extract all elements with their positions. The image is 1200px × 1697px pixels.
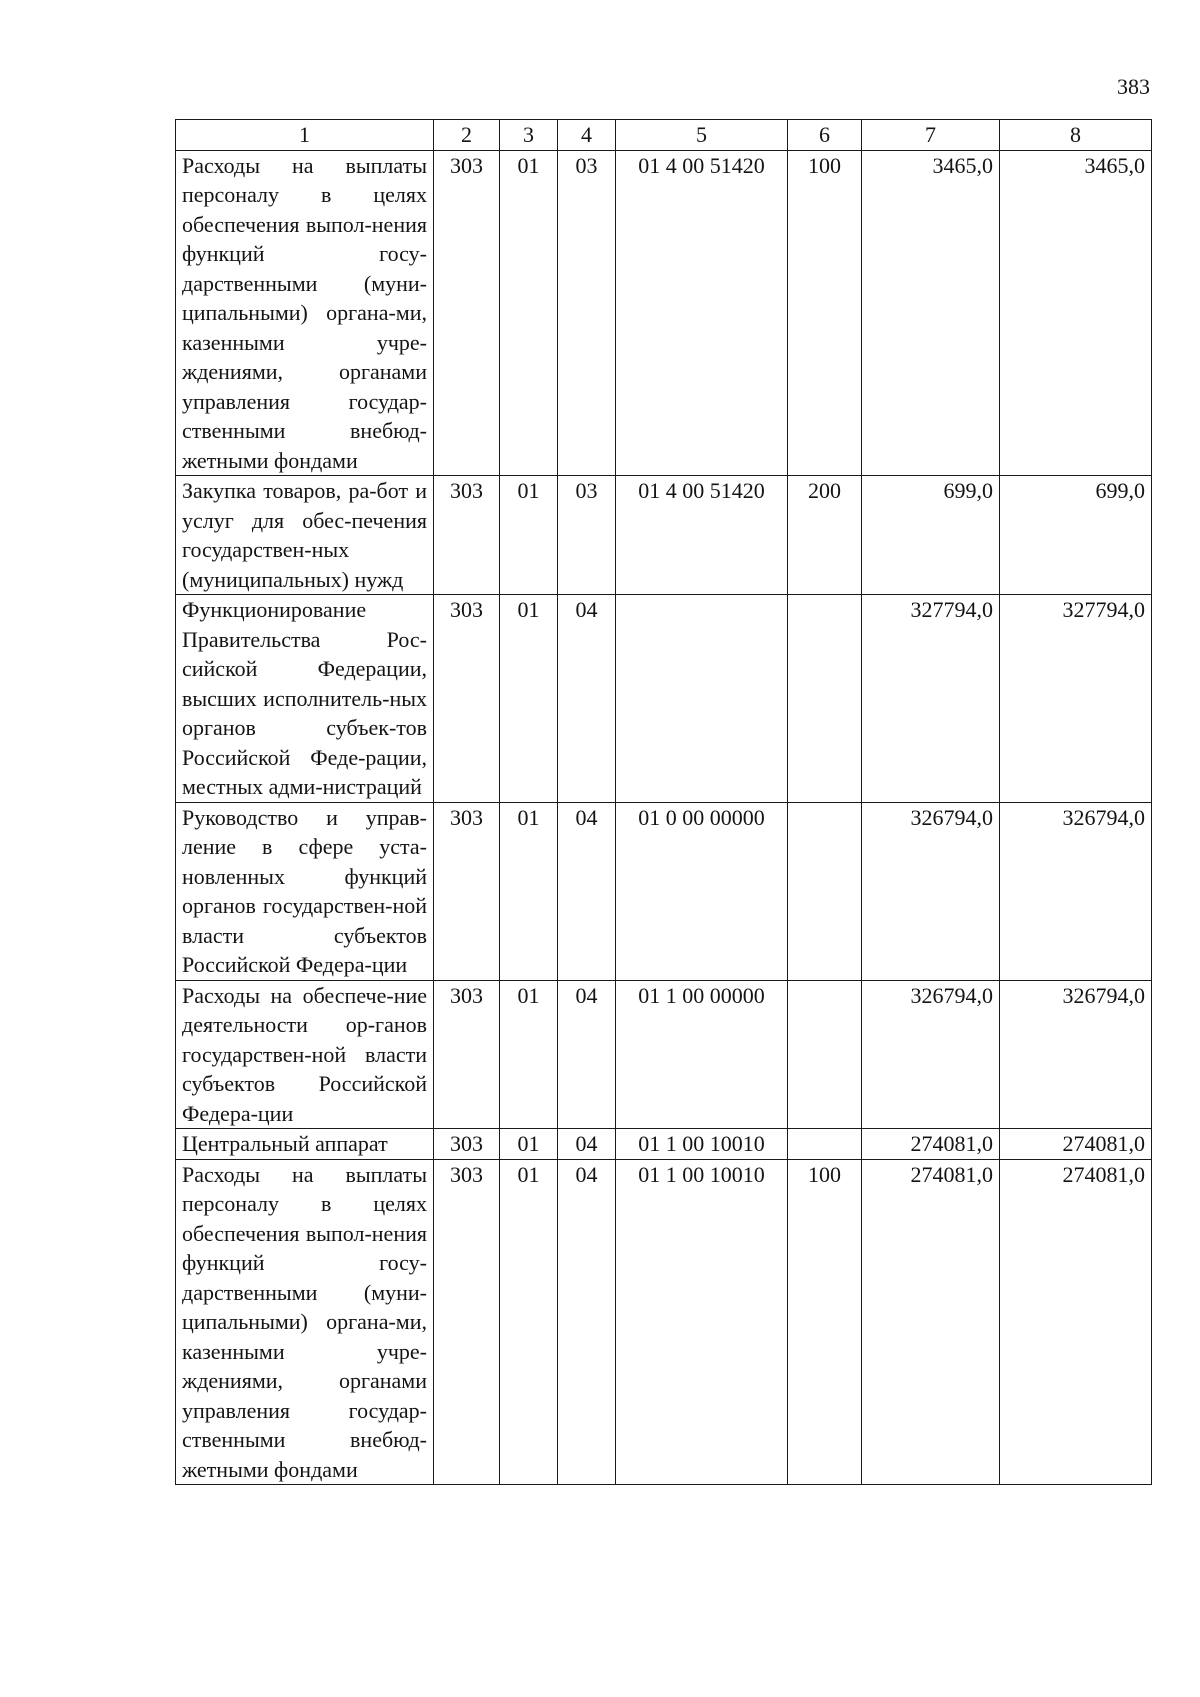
column-header: 6 bbox=[788, 120, 862, 151]
ministry-code-cell: 303 bbox=[434, 802, 500, 980]
column-header: 8 bbox=[1000, 120, 1152, 151]
subsection-code-cell: 04 bbox=[558, 1129, 616, 1160]
column-header: 7 bbox=[862, 120, 1000, 151]
target-article-cell: 01 4 00 51420 bbox=[616, 150, 788, 476]
table-row bbox=[176, 595, 1152, 803]
subsection-code-cell: 04 bbox=[558, 980, 616, 1129]
amount-cell: 699,0 bbox=[862, 476, 1000, 595]
amount-cell: 274081,0 bbox=[862, 1159, 1000, 1485]
target-article-cell: 01 0 00 00000 bbox=[616, 802, 788, 980]
expense-type-cell bbox=[788, 802, 862, 980]
table-row bbox=[176, 1129, 1152, 1160]
subsection-code-cell: 04 bbox=[558, 802, 616, 980]
table-row bbox=[176, 980, 1152, 1129]
amount-cell: 274081,0 bbox=[1000, 1129, 1152, 1160]
table-body bbox=[176, 150, 1152, 1485]
ministry-code-cell: 303 bbox=[434, 150, 500, 476]
target-article-cell bbox=[616, 595, 788, 803]
expense-name-cell: Закупка товаров, ра-бот и услуг для обес-печения государствен-ных (муниципальных) нужд bbox=[176, 476, 434, 595]
amount-cell: 327794,0 bbox=[862, 595, 1000, 803]
expense-type-cell bbox=[788, 1129, 862, 1160]
amount-cell: 274081,0 bbox=[862, 1129, 1000, 1160]
section-code-cell: 01 bbox=[500, 150, 558, 476]
table-header bbox=[176, 120, 1152, 151]
page-number: 383 bbox=[1117, 74, 1150, 99]
table-row bbox=[176, 802, 1152, 980]
expense-name-cell: Расходы на выплаты персоналу в целях обеспечения выпол-нения функций госу-дарственными (муни-ципальными) органа-ми, казенными учре-ждениями, органами управления государ-ственными внебюд-жетными фондами bbox=[176, 1159, 434, 1485]
subsection-code-cell: 03 bbox=[558, 150, 616, 476]
expense-type-cell: 100 bbox=[788, 150, 862, 476]
amount-cell: 326794,0 bbox=[1000, 802, 1152, 980]
amount-cell: 327794,0 bbox=[1000, 595, 1152, 803]
ministry-code-cell: 303 bbox=[434, 476, 500, 595]
ministry-code-cell: 303 bbox=[434, 980, 500, 1129]
section-code-cell: 01 bbox=[500, 980, 558, 1129]
target-article-cell: 01 4 00 51420 bbox=[616, 476, 788, 595]
target-article-cell: 01 1 00 10010 bbox=[616, 1129, 788, 1160]
subsection-code-cell: 04 bbox=[558, 595, 616, 803]
ministry-code-cell: 303 bbox=[434, 1159, 500, 1485]
amount-cell: 326794,0 bbox=[862, 980, 1000, 1129]
budget-table bbox=[175, 119, 1152, 1485]
amount-cell: 699,0 bbox=[1000, 476, 1152, 595]
amount-cell: 326794,0 bbox=[1000, 980, 1152, 1129]
section-code-cell: 01 bbox=[500, 1159, 558, 1485]
expense-type-cell bbox=[788, 980, 862, 1129]
subsection-code-cell: 04 bbox=[558, 1159, 616, 1485]
table-row bbox=[176, 150, 1152, 476]
amount-cell: 326794,0 bbox=[862, 802, 1000, 980]
table-row bbox=[176, 476, 1152, 595]
expense-name-cell: Расходы на выплаты персоналу в целях обеспечения выпол-нения функций госу-дарственными (муни-ципальными) органа-ми, казенными учре-ждениями, органами управления государ-ственными внебюд-жетными фондами bbox=[176, 150, 434, 476]
amount-cell: 3465,0 bbox=[862, 150, 1000, 476]
header-row bbox=[176, 120, 1152, 151]
amount-cell: 3465,0 bbox=[1000, 150, 1152, 476]
expense-name-cell: Центральный аппарат bbox=[176, 1129, 434, 1160]
ministry-code-cell: 303 bbox=[434, 595, 500, 803]
section-code-cell: 01 bbox=[500, 595, 558, 803]
expense-type-cell bbox=[788, 595, 862, 803]
section-code-cell: 01 bbox=[500, 476, 558, 595]
amount-cell: 274081,0 bbox=[1000, 1159, 1152, 1485]
table-row bbox=[176, 1159, 1152, 1485]
column-header: 3 bbox=[500, 120, 558, 151]
expense-name-cell: Расходы на обеспече-ние деятельности ор-ганов государствен-ной власти субъектов Российской Федера-ции bbox=[176, 980, 434, 1129]
column-header: 4 bbox=[558, 120, 616, 151]
column-header: 2 bbox=[434, 120, 500, 151]
ministry-code-cell: 303 bbox=[434, 1129, 500, 1160]
expense-name-cell: Руководство и управ-ление в сфере уста-новленных функций органов государствен-ной власти субъектов Российской Федера-ции bbox=[176, 802, 434, 980]
column-header: 5 bbox=[616, 120, 788, 151]
target-article-cell: 01 1 00 00000 bbox=[616, 980, 788, 1129]
expense-type-cell: 200 bbox=[788, 476, 862, 595]
section-code-cell: 01 bbox=[500, 802, 558, 980]
subsection-code-cell: 03 bbox=[558, 476, 616, 595]
target-article-cell: 01 1 00 10010 bbox=[616, 1159, 788, 1485]
expense-type-cell: 100 bbox=[788, 1159, 862, 1485]
expense-name-cell: Функционирование Правительства Рос-сийской Федерации, высших исполнитель-ных органов субъек-тов Российской Феде-рации, местных адми-нистраций bbox=[176, 595, 434, 803]
section-code-cell: 01 bbox=[500, 1129, 558, 1160]
column-header: 1 bbox=[176, 120, 434, 151]
